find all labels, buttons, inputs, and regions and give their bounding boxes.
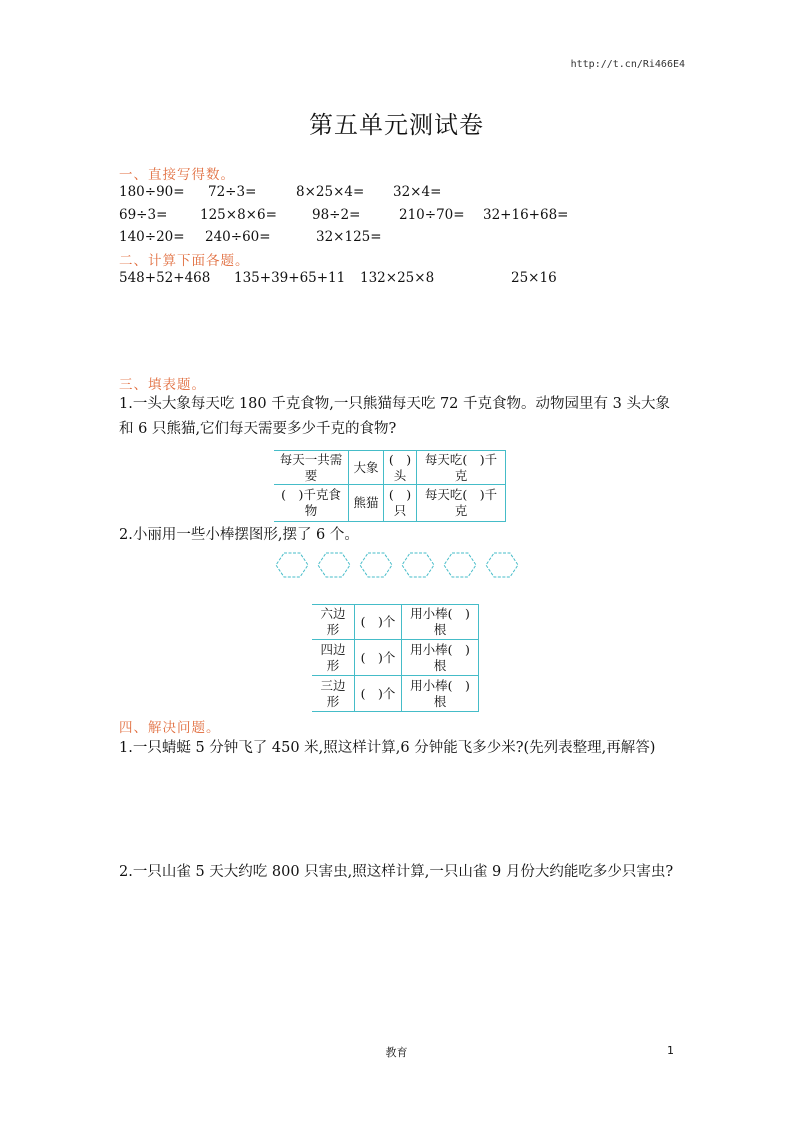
t2-count: ( )个 [355, 676, 402, 712]
source-url: http://t.cn/Ri466E4 [570, 59, 685, 70]
s1-r2-c4: 210÷70= [399, 207, 465, 223]
hexagon-5 [444, 553, 476, 577]
section2-heading: 二、计算下面各题。 [119, 253, 250, 269]
s1-r2-c2: 125×8×6= [200, 207, 277, 223]
t2-shape: 四边形 [312, 640, 355, 676]
shape-table [312, 604, 479, 712]
s1-r3-c1: 140÷20= [119, 229, 185, 245]
s1-r2-c1: 69÷3= [119, 207, 168, 223]
page-title: 第五单元测试卷 [309, 111, 484, 139]
s2-item-2: 135+39+65+11 [234, 270, 346, 286]
t2-shape: 六边形 [312, 605, 355, 640]
s4-question-1: 1.一只蜻蜓 5 分钟飞了 450 米,照这样计算,6 分钟能飞多少米?(先列表整理,再解答) [119, 740, 656, 756]
t2-sticks: 用小棒( )根 [402, 640, 479, 676]
s1-r3-c3: 32×125= [316, 229, 382, 245]
s3-question-2: 2.小丽用一些小棒摆图形,摆了 6 个。 [119, 527, 359, 543]
s1-r1-c4: 32×4= [393, 184, 442, 200]
t1-panda-food: 每天吃( )千克 [417, 485, 506, 522]
t1-panda-count: ( )只 [384, 485, 417, 522]
s4-question-2: 2.一只山雀 5 天大约吃 800 只害虫,照这样计算,一只山雀 9 月份大约能吃多少只害虫? [119, 864, 674, 880]
t2-count: ( )个 [355, 640, 402, 676]
s1-r1-c2: 72÷3= [208, 184, 257, 200]
s1-r2-c5: 32+16+68= [483, 207, 569, 223]
s2-item-1: 548+52+468 [119, 270, 211, 286]
t2-count: ( )个 [355, 605, 402, 640]
footer-label: 教育 [385, 1046, 408, 1059]
hexagon-3 [360, 553, 392, 577]
hexagon-2 [318, 553, 350, 577]
food-table [274, 450, 506, 522]
s1-r2-c3: 98÷2= [312, 207, 361, 223]
t2-sticks: 用小棒( )根 [402, 676, 479, 712]
section1-heading: 一、直接写得数。 [119, 167, 235, 183]
t1-elephant-count: ( )头 [384, 451, 417, 485]
section3-heading: 三、填表题。 [119, 377, 206, 393]
hexagon-1 [276, 553, 308, 577]
t1-total-value: ( )千克食物 [274, 485, 349, 522]
s1-r3-c2: 240÷60= [205, 229, 271, 245]
page-number: 1 [667, 1044, 674, 1057]
hexagon-4 [402, 553, 434, 577]
s2-item-4: 25×16 [511, 270, 557, 286]
t1-elephant: 大象 [349, 451, 384, 485]
t1-elephant-food: 每天吃( )千克 [417, 451, 506, 485]
section4-heading: 四、解决问题。 [119, 720, 221, 736]
hexagon-row [275, 552, 520, 580]
t1-panda: 熊猫 [349, 485, 384, 522]
s3-question-1: 1.一头大象每天吃 180 千克食物,一只熊猫每天吃 72 千克食物。动物园里有 3 头大象和 6 只熊猫,它们每天需要多少千克的食物? [119, 396, 670, 437]
t2-sticks: 用小棒( )根 [402, 605, 479, 640]
s2-item-3: 132×25×8 [360, 270, 435, 286]
t2-shape: 三边形 [312, 676, 355, 712]
hexagon-6 [486, 553, 518, 577]
s1-r1-c3: 8×25×4= [296, 184, 365, 200]
t1-total-label: 每天一共需要 [274, 451, 349, 485]
s1-r1-c1: 180÷90= [119, 184, 185, 200]
